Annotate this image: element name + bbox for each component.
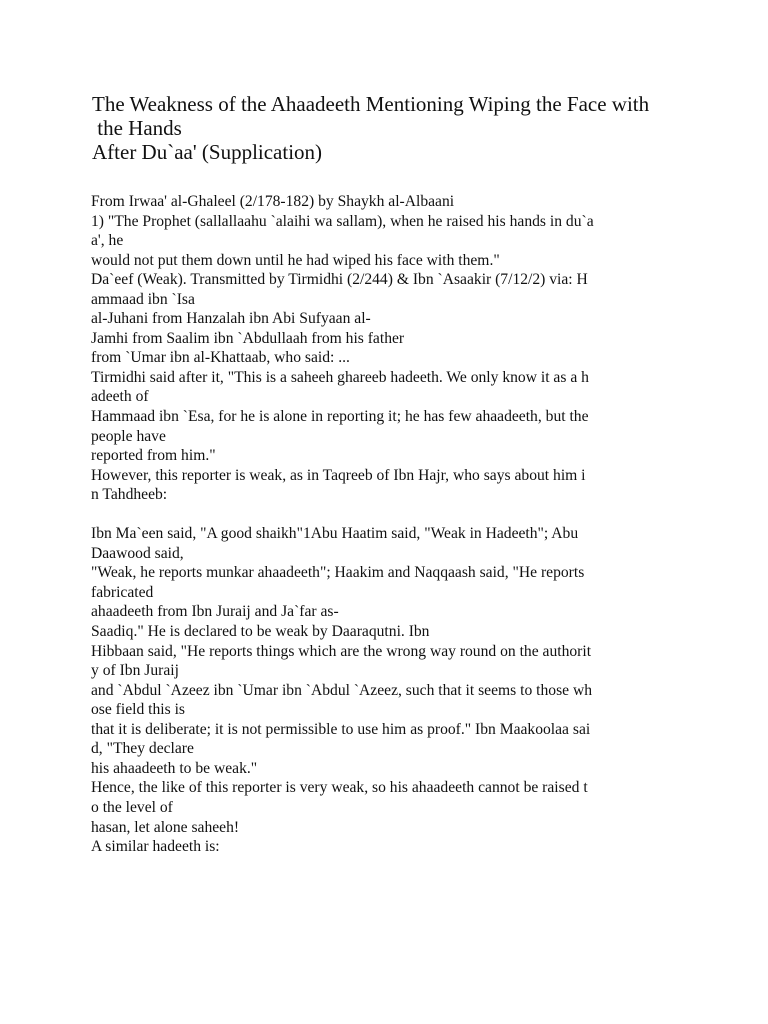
conclusion-line: Hence, the like of this reporter is very weak, so his ahaadeeth cannot be raised t	[91, 779, 588, 797]
conclusion-line: o the level of	[91, 798, 173, 816]
chain-line: Jamhi from Saalim ibn `Abdullaah from his father	[91, 329, 405, 347]
commentary-line: However, this reporter is weak, as in Taqreeb of Ibn Hajr, who says about him i	[91, 466, 586, 484]
commentary-line: reported from him."	[91, 447, 216, 465]
conclusion-line: A similar hadeeth is:	[91, 838, 220, 856]
narrator-criticism-line: Hibbaan said, "He reports things which are the wrong way round on the authorit	[91, 642, 592, 660]
commentary-line: Tirmidhi said after it, "This is a saheeh ghareeb hadeeth. We only know it as a h	[91, 368, 589, 386]
hadeeth-text-line: a', he	[91, 232, 124, 250]
commentary-line: n Tahdheeb:	[91, 486, 168, 504]
narrator-criticism-line: Saadiq." He is declared to be weak by Daaraqutni. Ibn	[91, 623, 430, 641]
narrator-criticism-line: fabricated	[91, 583, 154, 601]
narrator-criticism-line: "Weak, he reports munkar ahaadeeth"; Haakim and Naqqaash said, "He reports	[91, 564, 585, 582]
narrator-criticism-line: his ahaadeeth to be weak."	[91, 759, 258, 777]
narrator-criticism-line: Daawood said,	[91, 544, 184, 562]
grading-line: Da`eef (Weak). Transmitted by Tirmidhi (2/244) & Ibn `Asaakir (7/12/2) via: H	[91, 271, 588, 289]
narrator-criticism-line: y of Ibn Juraij	[91, 662, 179, 680]
hadeeth-text-line: would not put them down until he had wiped his face with them."	[91, 251, 500, 269]
source-line: From Irwaa' al-Ghaleel (2/178-182) by Shaykh al-Albaani	[91, 193, 455, 210]
narrator-criticism-line: ose field this is	[91, 701, 185, 719]
chain-line: from `Umar ibn al-Khattaab, who said: ...	[91, 349, 350, 367]
title-line: The Weakness of the Ahaadeeth Mentioning Wiping the Face with	[92, 92, 650, 116]
commentary-line: people have	[91, 427, 166, 445]
document-body	[91, 192, 691, 857]
document-title	[92, 92, 692, 164]
hadeeth-text-line: 1) "The Prophet (sallallaahu `alaihi wa sallam), when he raised his hands in du`a	[91, 212, 594, 230]
title-line: the Hands	[92, 116, 182, 140]
narrator-criticism-line: and `Abdul `Azeez ibn `Umar ibn `Abdul `Azeez, such that it seems to those wh	[91, 681, 593, 699]
narrator-criticism-line: d, "They declare	[91, 740, 194, 758]
commentary-line: Hammaad ibn `Esa, for he is alone in reporting it; he has few ahaadeeth, but the	[91, 408, 589, 426]
commentary-line: adeeth of	[91, 388, 149, 406]
chain-line: al-Juhani from Hanzalah ibn Abi Sufyaan al-	[91, 310, 371, 328]
narrator-criticism-line: ahaadeeth from Ibn Juraij and Ja`far as-	[91, 603, 339, 621]
title-line: After Du`aa' (Supplication)	[92, 140, 323, 164]
grading-line: ammaad ibn `Isa	[91, 290, 195, 308]
narrator-criticism-line: Ibn Ma`een said, "A good shaikh"1Abu Haatim said, "Weak in Hadeeth"; Abu	[91, 525, 579, 543]
narrator-criticism-line: that it is deliberate; it is not permissible to use him as proof." Ibn Maakoolaa sai	[91, 720, 591, 738]
conclusion-line: hasan, let alone saheeh!	[91, 818, 240, 836]
paragraph-gap	[91, 505, 691, 525]
